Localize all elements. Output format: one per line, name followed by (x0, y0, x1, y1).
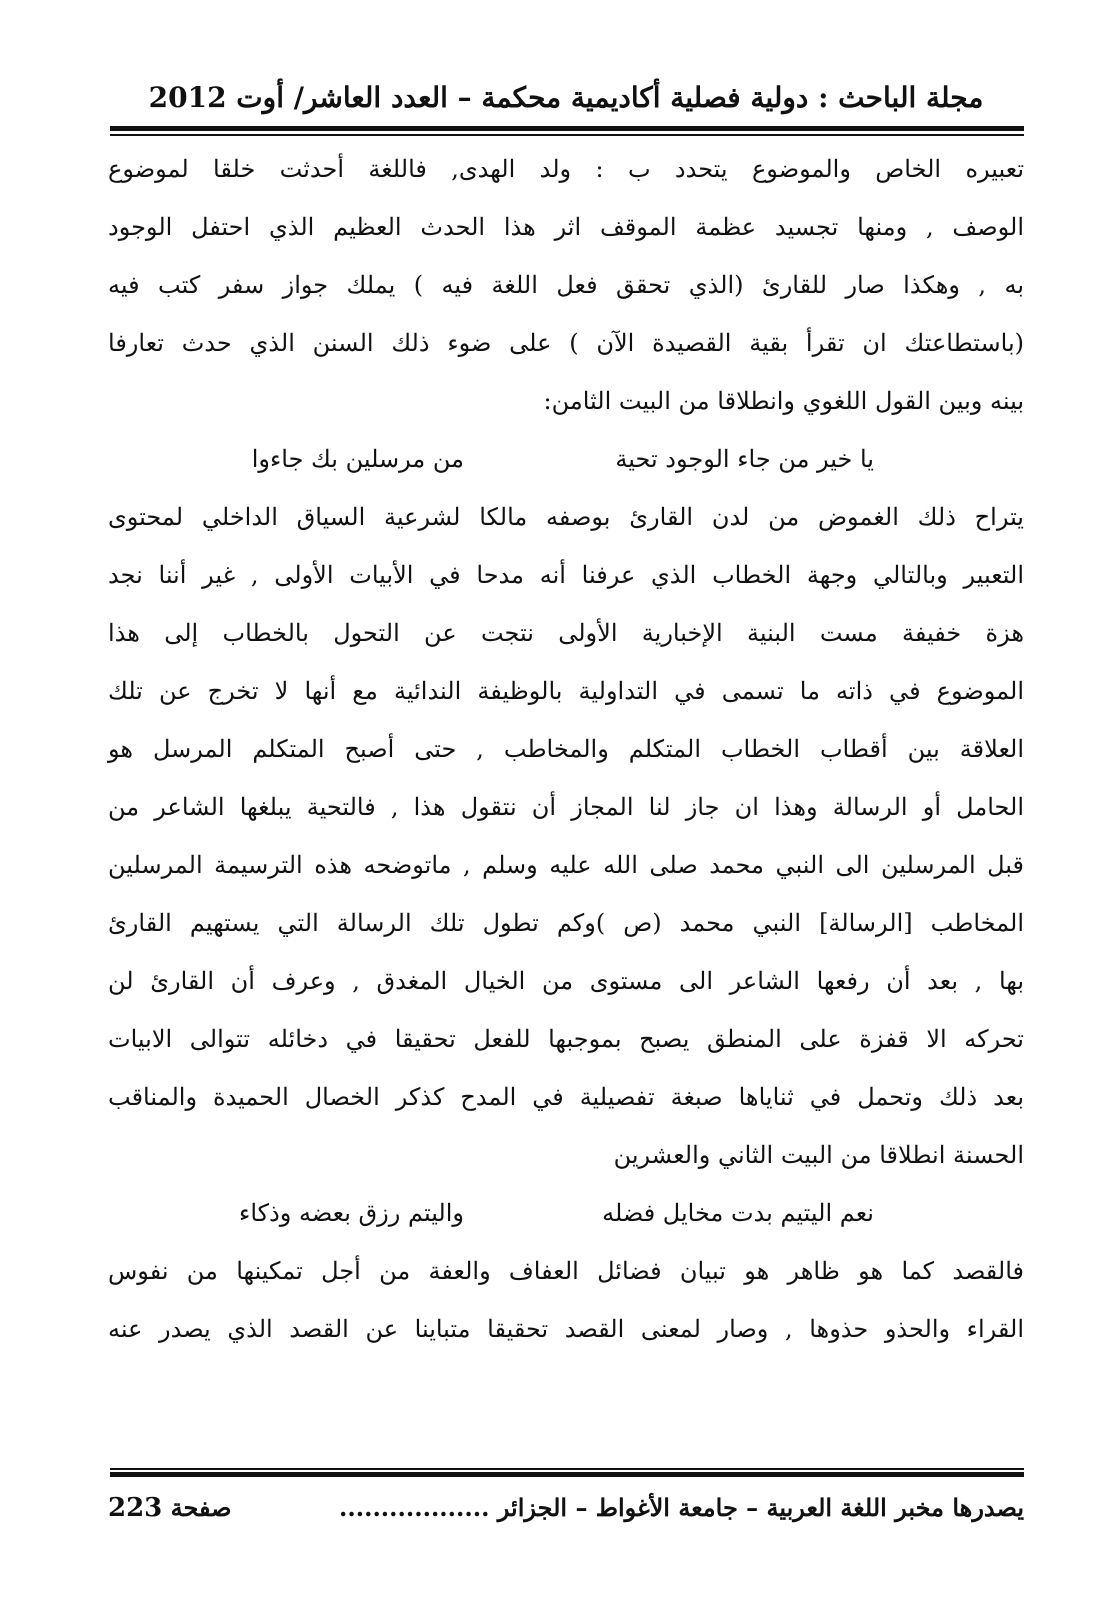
text-line: العلاقة بين أقطاب الخطاب المتكلم والمخاطب , حتى أصبح المتكلم المرسل هو (108, 735, 1024, 763)
poem-verse (108, 430, 1024, 488)
text-line: تحركه الا قفزة على المنطق يصبح بموجبها للفعل تحقيقا في دخائله تتوالى الابيات (108, 1025, 1024, 1053)
page-footer (108, 1480, 1024, 1536)
text-line: قبل المرسلين الى النبي محمد صلى الله عليه وسلم , ماتوضحه هذه الترسيمة المرسلين (108, 851, 1024, 879)
poem-verse (108, 1184, 1024, 1242)
page-label: صفحة (170, 1493, 232, 1522)
text-line: المخاطب [الرسالة] النبي محمد (ص )وكم تطول تلك الرسالة التي يستهيم القارئ (108, 909, 1024, 937)
verse-first-hemistich: نعم اليتيم بدت مخايل فضله (602, 1199, 874, 1227)
text-line: بعد ذلك وتحمل في ثناياها صبغة تفصيلية في المدح كذكر الخصال الحميدة والمناقب (108, 1083, 1024, 1111)
article-body (108, 140, 1024, 1440)
text-line: فالقصد كما هو ظاهر هو تبيان فضائل العفاف والعفة من أجل تمكينها من نفوس (108, 1257, 1024, 1285)
text-line: بينه وبين القول اللغوي وانطلاقا من البيت الثامن: (543, 387, 1024, 415)
text-line: الموضوع في ذاته ما تسمى في التداولية بالوظيفة الندائية مع أنها لا تخرج عن تلك (108, 677, 1024, 705)
page-number-block (108, 1480, 232, 1536)
text-line: تعبيره الخاص والموضوع يتحدد ب : ولد الهدى, فاللغة أحدثت خلقا لموضوع (108, 155, 1024, 183)
verse-first-hemistich: يا خير من جاء الوجود تحية (615, 445, 874, 473)
header-rule-thick (110, 126, 1024, 131)
footer-rule-thick (110, 1472, 1024, 1477)
verse-second-hemistich: من مرسلين بك جاءوا (251, 445, 464, 473)
text-line: الحامل أو الرسالة وهذا ان جاز لنا المجاز أن نتقول هذا , فالتحية يبلغها الشاعر من (108, 793, 1024, 821)
text-line: يتراح ذلك الغموض من لدن القارئ بوصفه مالكا لشرعية السياق الداخلي لمحتوى (108, 503, 1024, 531)
text-line: (باستطاعتك ان تقرأ بقية القصيدة الآن ) على ضوء ذلك السنن الذي حدث تعارفا (108, 329, 1024, 357)
text-line: الحسنة انطلاقا من البيت الثاني والعشرين (613, 1141, 1024, 1169)
verse-second-hemistich: واليتم رزق بعضه وذكاء (239, 1199, 464, 1227)
footer-rule-thin (110, 1468, 1024, 1470)
footer-publisher: يصدرها مخبر اللغة العربية – جامعة الأغواط – الجزائر .................. (339, 1493, 1024, 1522)
text-line: به , وهكذا صار للقارئ (الذي تحقق فعل اللغة فيه ) يملك جواز سفر كتب فيه (108, 271, 1024, 299)
text-line: بها , بعد أن رفعها الشاعر الى مستوى من الخيال المغدق , وعرف أن القارئ لن (108, 967, 1024, 995)
text-line: القراء والحذو حذوها , وصار لمعنى القصد تحقيقا متباينا عن القصد الذي يصدر عنه (108, 1315, 1024, 1343)
text-line: الوصف , ومنها تجسيد عظمة الموقف اثر هذا الحدث العظيم الذي احتفل الوجود (108, 213, 1024, 241)
text-line: هزة خفيفة مست البنية الإخبارية الأولى نتجت عن التحول بالخطاب إلى هذا (108, 619, 1024, 647)
text-line: التعبير وبالتالي وجهة الخطاب الذي عرفنا أنه مدحا في الأبيات الأولى , غير أننا نجد (108, 561, 1024, 589)
journal-header-title: مجلة الباحث : دولية فصلية أكاديمية محكمة – العدد العاشر/ أوت 2012 (148, 81, 984, 114)
page-number: 223 (108, 1493, 163, 1523)
header-rule-thin (110, 134, 1024, 136)
